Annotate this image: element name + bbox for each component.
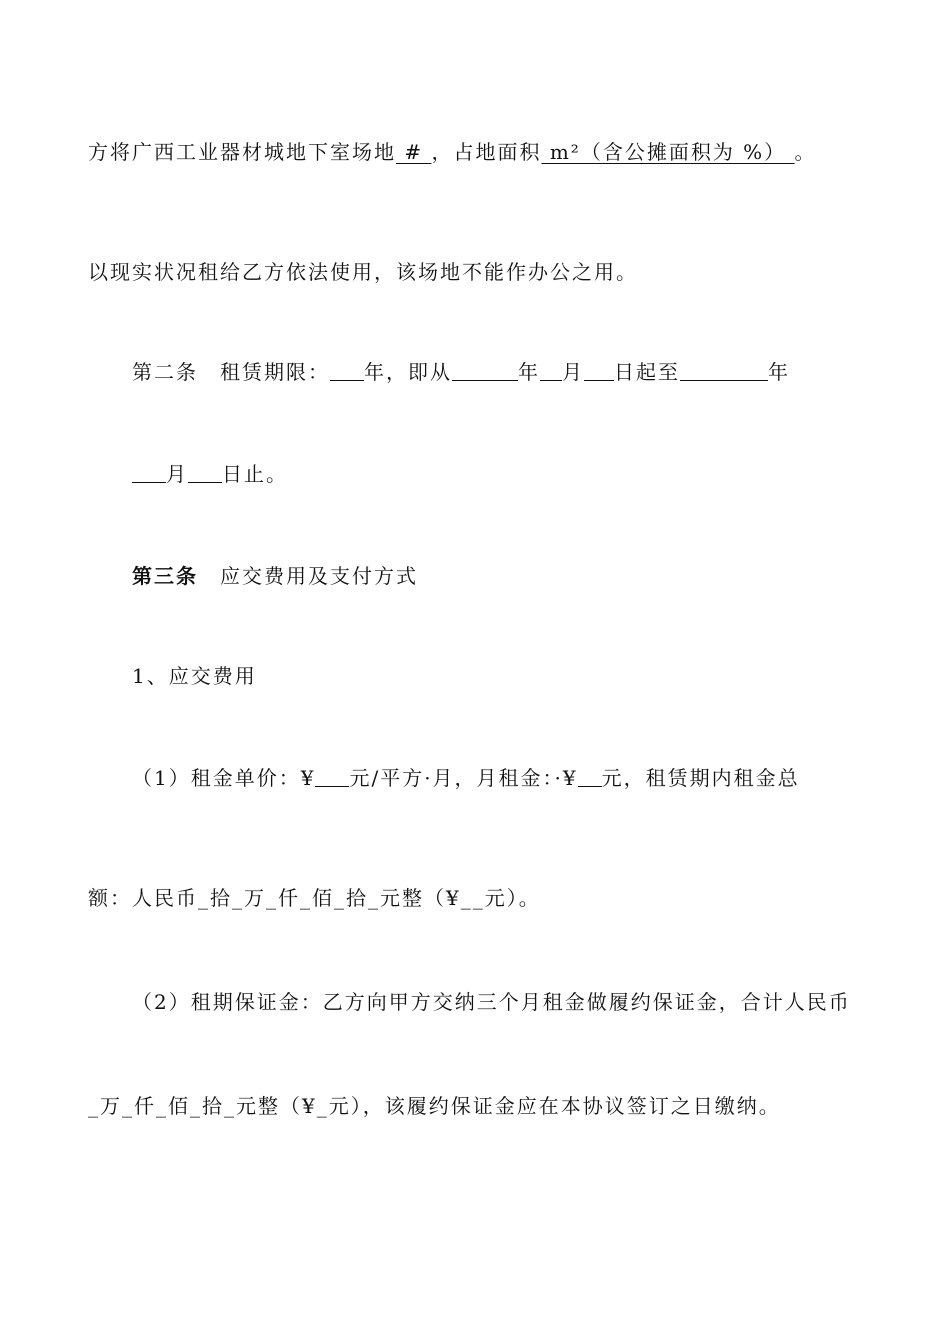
article-three-line: [132, 562, 418, 590]
line4-text-a: 月: [166, 462, 188, 486]
end-year-blank: [680, 360, 768, 381]
deposit-line: （2）租期保证金：乙方向甲方交纳三个月租金做履约保证金，合计人民币: [132, 990, 851, 1014]
line3-text-f: 日起至: [614, 360, 680, 384]
article-three-title: 应交费用及支付方式: [220, 564, 418, 588]
end-day-blank: [188, 462, 222, 483]
paragraph-line-1: [88, 138, 817, 166]
venue-number-field: #: [396, 140, 432, 164]
fees-subheading: 1、应交费用: [132, 664, 257, 688]
article-two-heading: 第二条: [132, 360, 198, 384]
line3-text-d: 年: [518, 360, 540, 384]
rent-total-line: 额：人民币_拾_万_仟_佰_拾_元整（¥__元）。: [88, 886, 541, 910]
start-day-blank: [584, 360, 614, 381]
line3-text-g: 年: [768, 360, 790, 384]
end-month-blank: [132, 462, 166, 483]
line1-text-a: 方将广西工业器材城地下室场地: [88, 140, 396, 164]
start-year-blank: [452, 360, 518, 381]
line1-text-c: ，占地面积: [431, 140, 542, 164]
paragraph-line-2: 以现实状况租给乙方依法使用，该场地不能作办公之用。: [88, 260, 638, 284]
line7-text-a: （1）租金单价：¥: [132, 766, 316, 790]
article-two-line-2: [132, 460, 288, 488]
article-three-heading: 第三条: [132, 564, 198, 588]
years-blank: [330, 360, 364, 381]
unit-price-blank: [315, 766, 349, 787]
start-month-blank: [540, 360, 562, 381]
line7-text-c: 元，租赁期内租金总: [601, 766, 800, 790]
line4-text-b: 日止。: [222, 462, 288, 486]
line7-text-b: 元/平方·月，月租金：·¥: [349, 766, 578, 790]
monthly-rent-blank: [578, 766, 602, 787]
line3-text-c: 年，即从: [364, 360, 452, 384]
rent-price-line: [132, 764, 800, 792]
line3-text-e: 月: [562, 360, 584, 384]
line1-text-e: 。: [794, 140, 817, 164]
article-two-line: [132, 358, 790, 386]
area-field: m²（含公摊面积为 %）: [541, 140, 795, 164]
deposit-amount-line: _万_仟_佰_拾_元整（¥_元），该履约保证金应在本协议签订之日缴纳。: [88, 1094, 781, 1118]
lease-term-label: 租赁期限：: [220, 360, 330, 384]
